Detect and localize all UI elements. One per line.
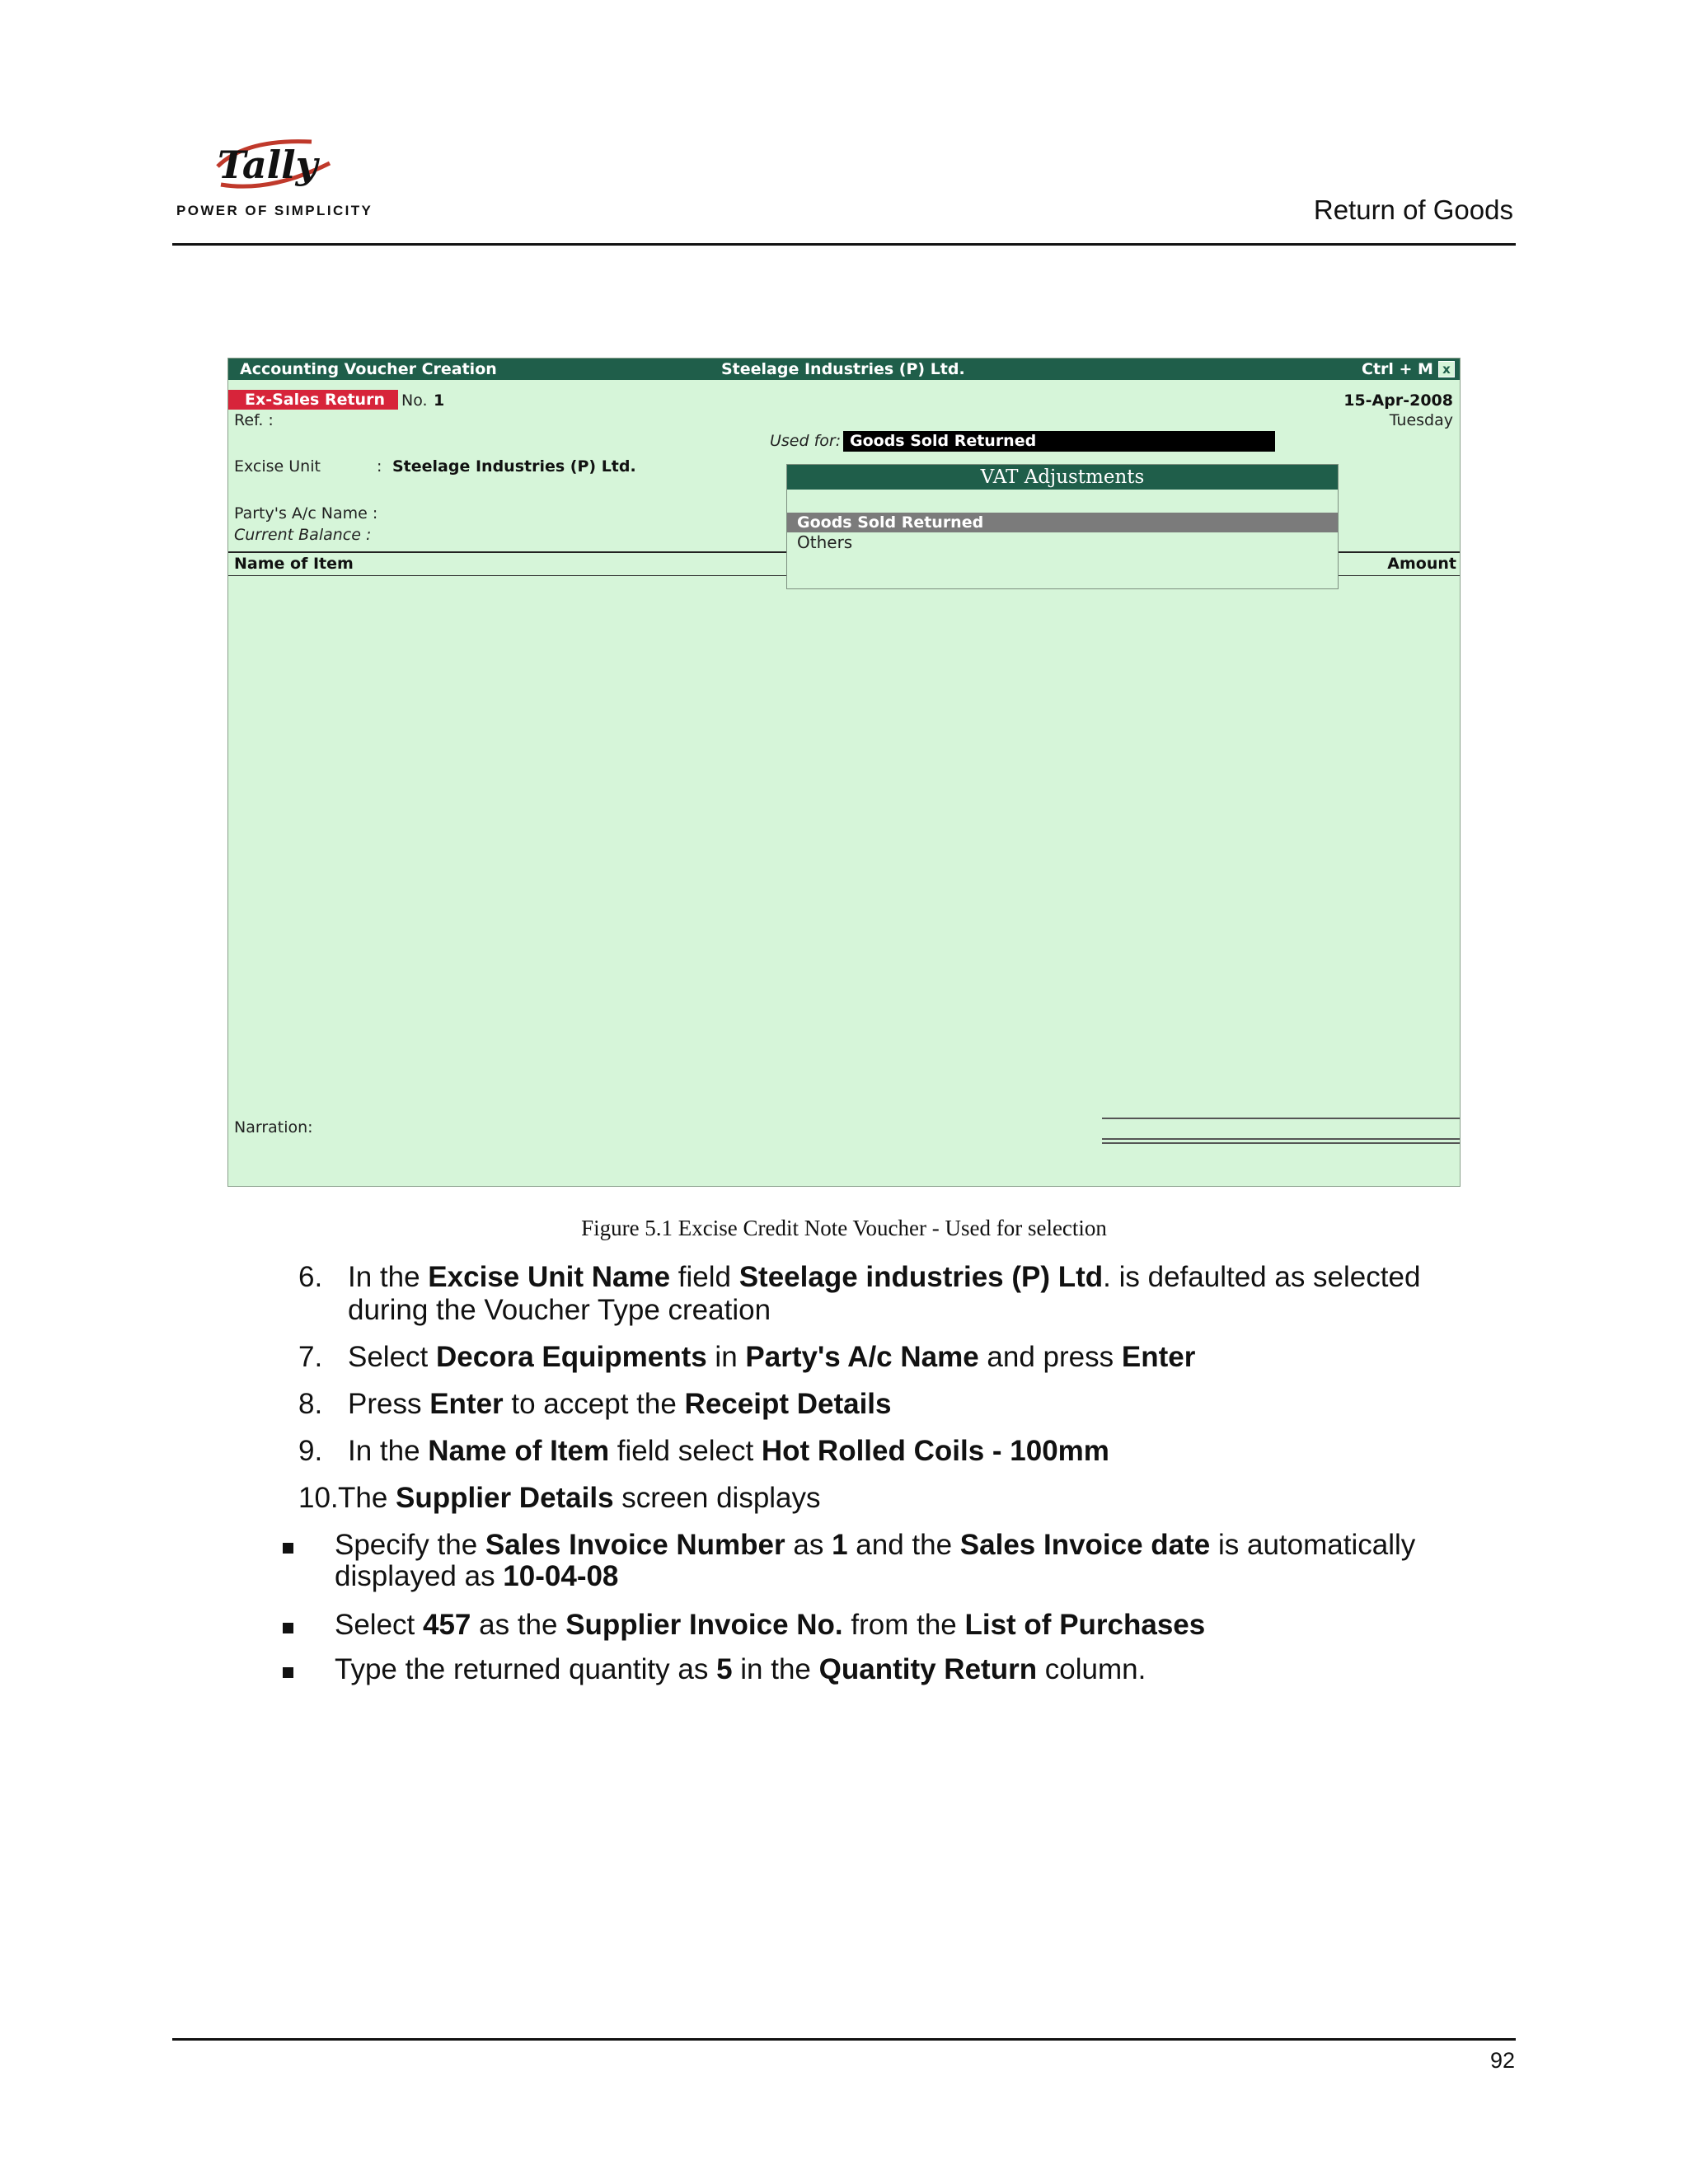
bold-text: 1	[832, 1529, 848, 1561]
used-for-label: Used for:	[770, 432, 842, 450]
column-amount: Amount	[1387, 555, 1456, 573]
excise-unit-label: Excise Unit	[234, 457, 321, 476]
title-bar	[228, 359, 1460, 380]
step-number: 7.	[298, 1341, 323, 1373]
text-run: from the	[842, 1609, 965, 1641]
step-text-continued: during the Voucher Type creation	[348, 1294, 771, 1326]
party-name-label: Party's A/c Name :	[234, 504, 378, 523]
step-text	[348, 1261, 1420, 1294]
bold-text: Party's A/c Name	[745, 1341, 979, 1373]
header-rule	[172, 243, 1516, 246]
excise-unit-value[interactable]: Steelage Industries (P) Ltd.	[392, 457, 636, 476]
bold-text: Sales Invoice date	[959, 1529, 1211, 1561]
bullet-text	[335, 1609, 1205, 1642]
popup-option-others[interactable]: Others	[797, 532, 853, 552]
text-run: Press	[348, 1388, 430, 1420]
text-run: in the	[732, 1653, 819, 1685]
text-run: screen displays	[613, 1482, 821, 1514]
bold-text: 457	[423, 1609, 471, 1641]
total-rule-double-1	[1102, 1138, 1460, 1140]
excise-unit-separator: :	[377, 457, 382, 476]
text-run: In the	[348, 1261, 429, 1293]
ref-label: Ref. :	[234, 411, 274, 429]
figure-caption: Figure 5.1 Excise Credit Note Voucher - Used for selection	[581, 1216, 1107, 1240]
text-run: column.	[1037, 1653, 1146, 1685]
bold-text: 5	[716, 1653, 733, 1685]
voucher-no-value[interactable]: 1	[434, 391, 445, 410]
bullet-icon	[283, 1623, 293, 1633]
logo-text: Tally	[218, 143, 318, 187]
bold-text: Supplier Invoice No.	[565, 1609, 843, 1641]
text-run: Specify the	[335, 1529, 485, 1561]
popup-title: VAT Adjustments	[787, 465, 1338, 490]
text-run: to accept the	[503, 1388, 685, 1420]
step-number: 10.	[298, 1482, 339, 1514]
footer-rule	[172, 2038, 1516, 2041]
column-name-of-item: Name of Item	[234, 555, 354, 573]
step-number: 8.	[298, 1388, 323, 1420]
current-balance-label: Current Balance :	[234, 526, 372, 544]
bold-text: Sales Invoice Number	[485, 1529, 785, 1561]
bold-text: Quantity Return	[818, 1653, 1038, 1685]
text-run: The	[338, 1482, 396, 1514]
vat-adjustments-popup	[786, 464, 1339, 589]
voucher-type-badge[interactable]: Ex-Sales Return	[228, 390, 398, 410]
section-title: Return of Goods	[1313, 194, 1513, 225]
logo-tagline: POWER OF SIMPLICITY	[176, 203, 373, 218]
text-run: is automatically	[1210, 1529, 1416, 1561]
bullet-icon	[283, 1667, 293, 1678]
bold-text: Enter	[1121, 1341, 1196, 1373]
used-for-field[interactable]: Goods Sold Returned	[843, 431, 1275, 452]
step-text	[348, 1388, 891, 1421]
step-text	[338, 1482, 821, 1515]
company-name: Steelage Industries (P) Ltd.	[721, 360, 965, 378]
step-text	[348, 1435, 1109, 1468]
shortcut-label: Ctrl + M	[1362, 360, 1433, 378]
text-run: Select	[335, 1609, 423, 1641]
bold-text: Hot Rolled Coils - 100mm	[761, 1435, 1109, 1467]
text-run: Select	[348, 1341, 436, 1373]
text-run: as the	[471, 1609, 566, 1641]
voucher-date[interactable]: 15-Apr-2008	[1343, 391, 1453, 410]
text-run: In the	[348, 1435, 429, 1467]
popup-option-goods-sold-returned[interactable]: Goods Sold Returned	[787, 513, 1338, 532]
step-number: 6.	[298, 1261, 323, 1293]
text-run: as	[785, 1529, 832, 1561]
text-run: field select	[609, 1435, 762, 1467]
total-rule-double-2	[1102, 1142, 1460, 1144]
bullet-icon	[283, 1543, 293, 1554]
bold-text: 10-04-08	[503, 1560, 619, 1592]
text-run: displayed as	[335, 1560, 504, 1592]
close-icon[interactable]: x	[1438, 361, 1455, 377]
page-number: 92	[1489, 2048, 1515, 2073]
narration-label: Narration:	[234, 1118, 313, 1137]
bold-text: Decora Equipments	[436, 1341, 707, 1373]
bullet-text	[335, 1529, 1415, 1562]
bold-text: Steelage industries (P) Ltd	[738, 1261, 1104, 1293]
step-number: 9.	[298, 1435, 323, 1467]
window-title: Accounting Voucher Creation	[240, 360, 497, 378]
total-rule-top	[1102, 1118, 1460, 1119]
tally-logo	[213, 130, 336, 196]
text-run: Type the returned quantity as	[335, 1653, 717, 1685]
voucher-day: Tuesday	[1389, 411, 1453, 429]
voucher-no-label: No.	[401, 391, 428, 410]
bullet-text	[335, 1653, 1146, 1686]
bold-text: Enter	[429, 1388, 504, 1420]
bold-text: Supplier Details	[396, 1482, 614, 1514]
bold-text: Name of Item	[428, 1435, 610, 1467]
bold-text: List of Purchases	[964, 1609, 1206, 1641]
text-run: field	[670, 1261, 739, 1293]
bold-text: Receipt Details	[684, 1388, 892, 1420]
text-run: and press	[978, 1341, 1122, 1373]
text-run: in	[706, 1341, 746, 1373]
text-run: and the	[847, 1529, 960, 1561]
bullet-text-continued	[335, 1560, 618, 1593]
tally-screen	[227, 358, 1461, 1187]
step-text	[348, 1341, 1195, 1374]
text-run: . is defaulted as selected	[1103, 1261, 1421, 1293]
bold-text: Excise Unit Name	[428, 1261, 671, 1293]
